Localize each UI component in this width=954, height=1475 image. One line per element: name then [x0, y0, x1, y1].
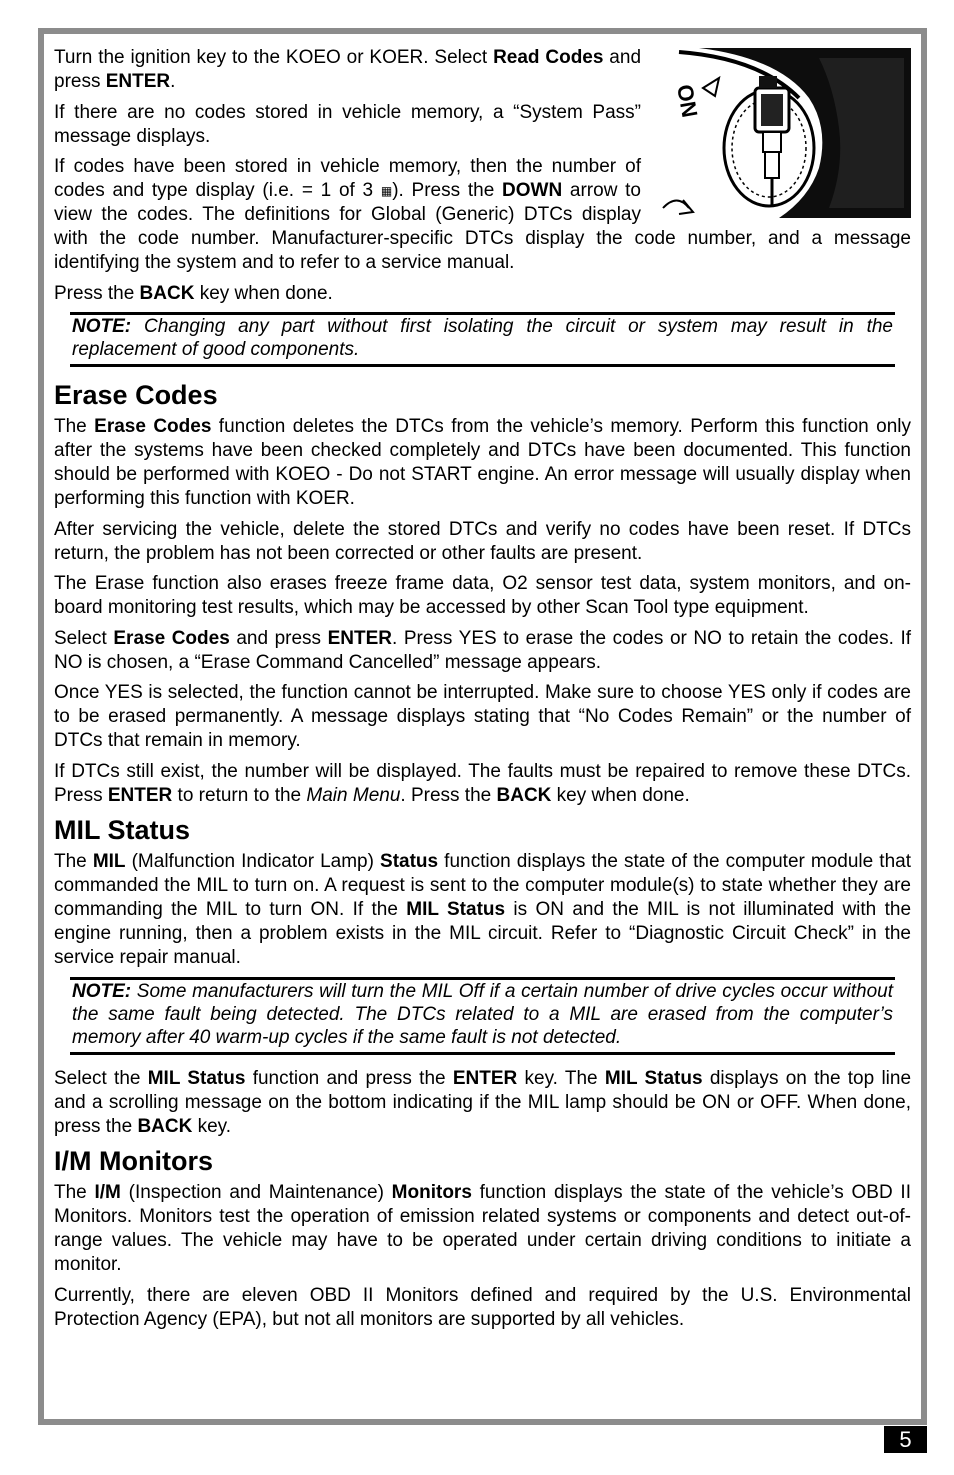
- erase-paragraph-1: The Erase Codes function deletes the DTCs from the vehicle’s memory. Perform this function only after the systems have been checked completely and DTCs have been documented. This function should be performed with KOEO - Do not START engine. An error message will usually display when performing this function with KOER.: [54, 416, 911, 509]
- page-number: 5: [884, 1426, 927, 1453]
- page-frame: [38, 28, 927, 1425]
- ignition-on-label: ON: [672, 82, 703, 120]
- note-box-parts: NOTE: Changing any part without first isolating the circuit or system may result in the replacement of good components.: [70, 312, 895, 367]
- intro-paragraph-1: Turn the ignition key to the KOEO or KOER. Select Read Codes and press ENTER.: [54, 47, 642, 92]
- im-paragraph-1: The I/M (Inspection and Maintenance) Monitors function displays the state of the vehicle’s OBD II Monitors. Monitors test the operation of emission related systems or components and detect out-of-range values. The vehicle may have to be operated under certain driving conditions to initiate a monitor.: [54, 1182, 911, 1275]
- note-box-mil: NOTE: Some manufacturers will turn the MIL Off if a certain number of drive cycles occur without the same fault being detected. The DTCs related to a MIL are erased from the computer’s memory after 40 warm-up cycles if the same fault is not detected.: [70, 977, 895, 1055]
- heading-mil-status: MIL Status: [54, 815, 191, 845]
- ignition-switch-illustration: [659, 48, 911, 218]
- erase-paragraph-4: Select Erase Codes and press ENTER. Press YES to erase the codes or NO to retain the codes. If NO is chosen, a “Erase Command Cancelled” message appears.: [54, 627, 912, 673]
- erase-paragraph-5: Once YES is selected, the function cannot be interrupted. Make sure to choose YES only if codes are to be erased permanently. A message displays stating that “No Codes Remain” or the number of DTCs that remain in memory.: [54, 682, 911, 751]
- stored-code-icon: ▦: [380, 184, 393, 198]
- heading-erase-codes: Erase Codes: [54, 380, 218, 410]
- erase-paragraph-3: The Erase function also erases freeze frame data, O2 sensor test data, system monitors, and on-board monitoring test results, which may be accessed by other Scan Tool type equipment.: [54, 573, 911, 618]
- ignition-key-figure: [659, 48, 911, 218]
- heading-im-monitors: I/M Monitors: [54, 1146, 213, 1176]
- mil-paragraph-1: The MIL (Malfunction Indicator Lamp) Status function displays the state of the computer module that commanded the MIL to turn on. A request is sent to the computer module(s) to state whether they are commanding the MIL to turn ON. If the MIL Status is ON and the MIL is not illuminated with the engine running, then a problem exists in the MIL circuit. Refer to “Diagnostic Circuit Check” in the service repair manual.: [54, 851, 912, 968]
- intro-paragraph-2: If there are no codes stored in vehicle memory, a “System Pass” message displays.: [54, 101, 641, 147]
- erase-paragraph-2: After servicing the vehicle, delete the stored DTCs and verify no codes have been reset. If DTCs return, the problem has not been corrected or other faults are present.: [54, 518, 911, 564]
- mil-paragraph-2: Select the MIL Status function and press the ENTER key. The MIL Status displays on the top line and a scrolling message on the bottom indicating if the MIL lamp should be ON or OFF. When done, press the BACK key.: [54, 1067, 912, 1137]
- page-content: [54, 46, 911, 1338]
- intro-paragraph-3: If codes have been stored in vehicle memory, then the number of codes and type display (i.e. = 1 of 3 ▦). Press the DOWN arrow to view the codes. The definitions for Global (Generic) DTCs display with the code number. Manufacturer-specific DTCs display the code number, and a message identifying the system and to refer to a service manual.: [54, 156, 911, 273]
- erase-paragraph-6: If DTCs still exist, the number will be displayed. The faults must be repaired to remove these DTCs. Press ENTER to return to the Main Menu. Press the BACK key when done.: [54, 760, 911, 806]
- im-paragraph-2: Currently, there are eleven OBD II Monitors defined and required by the U.S. Environmental Protection Agency (EPA), but not all monitors are supported by all vehicles.: [54, 1284, 911, 1330]
- intro-paragraph-4: Press the BACK key when done.: [54, 282, 333, 304]
